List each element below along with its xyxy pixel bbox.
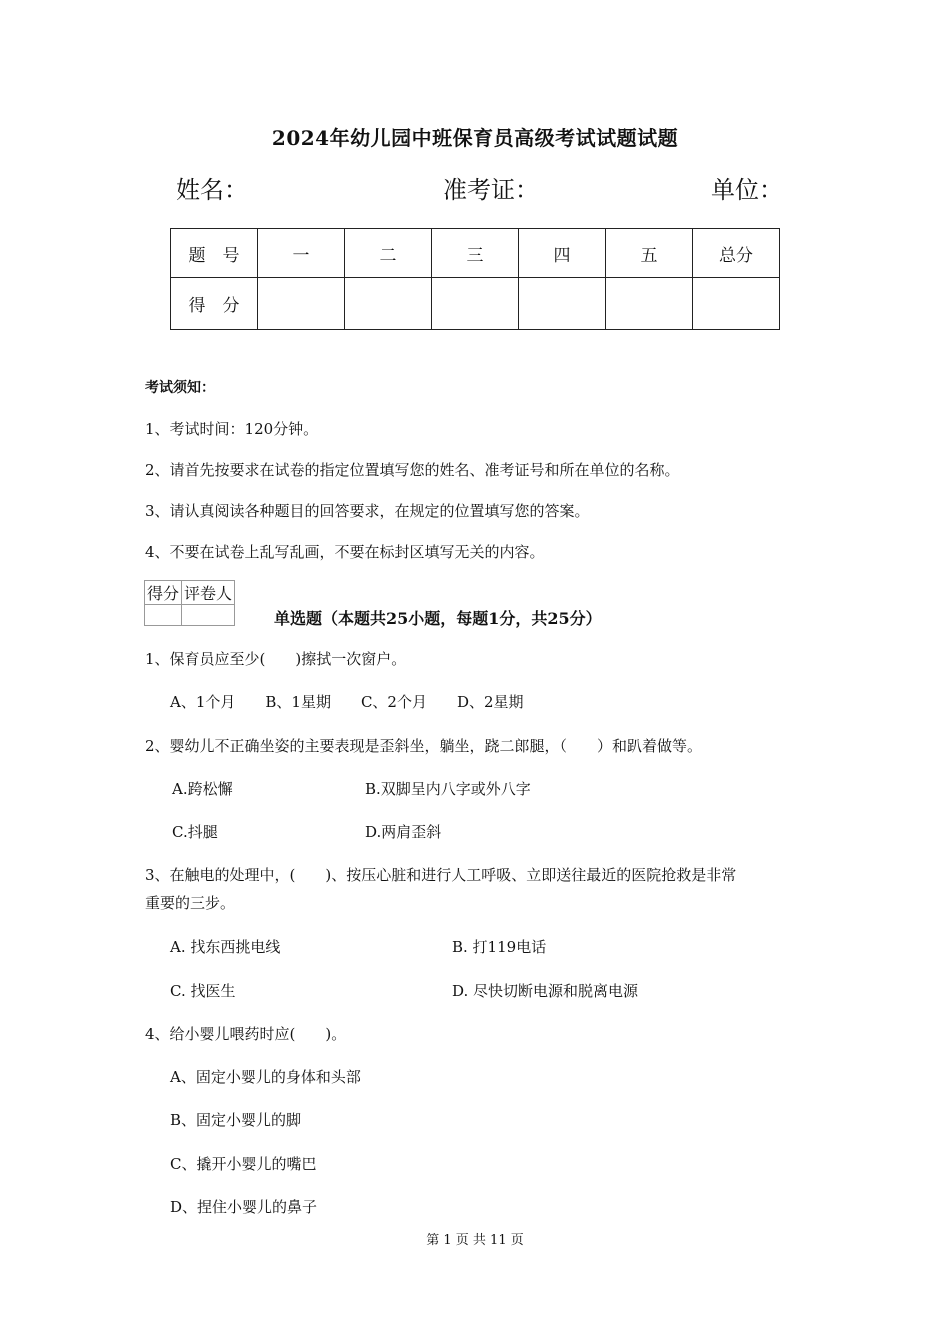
question-stem-continued: 重要的三步。 <box>145 894 236 912</box>
exam-id-field-label: 准考证： <box>443 176 539 204</box>
grader-score-cell[interactable] <box>145 605 182 626</box>
question-stem: 1、保育员应至少( )擦拭一次窗户。 <box>145 650 407 668</box>
exam-title: 2024年幼儿园中班保育员高级考试试题试题 <box>271 126 679 150</box>
score-entry-cell[interactable] <box>432 278 519 330</box>
option-b: B.双脚呈内八字或外八字 <box>365 780 531 798</box>
name-field-label: 姓名： <box>176 176 248 204</box>
option-c: C、撬开小婴儿的嘴巴 <box>170 1155 317 1173</box>
score-table-score-row <box>171 278 780 330</box>
score-table-cell: 题 号 <box>171 229 258 278</box>
question-stem: 2、婴幼儿不正确坐姿的主要表现是歪斜坐，躺坐，跷二郎腿，（ ）和趴着做等。 <box>145 737 703 755</box>
option-d: D、捏住小婴儿的鼻子 <box>170 1198 318 1216</box>
option-c: C. 找医生 <box>170 982 236 1000</box>
score-table-cell: 五 <box>606 229 693 278</box>
grader-name-label: 评卷人 <box>182 581 235 605</box>
option-b: B. 打119电话 <box>452 938 547 956</box>
option-d: D.两肩歪斜 <box>365 823 442 841</box>
score-entry-cell[interactable] <box>519 278 606 330</box>
option-a: A.跨松懈 <box>172 780 233 798</box>
notice-item: 3、请认真阅读各种题目的回答要求，在规定的位置填写您的答案。 <box>145 502 590 520</box>
score-table-cell: 二 <box>345 229 432 278</box>
option-b: B、固定小婴儿的脚 <box>170 1111 302 1129</box>
score-entry-cell[interactable] <box>345 278 432 330</box>
score-table-cell: 三 <box>432 229 519 278</box>
notice-item: 1、考试时间：120分钟。 <box>145 420 319 438</box>
score-table-cell: 一 <box>258 229 345 278</box>
question-stem: 4、给小婴儿喂药时应( )。 <box>145 1025 347 1043</box>
score-table <box>170 228 780 330</box>
page-footer: 第 1 页 共 11 页 <box>426 1233 524 1248</box>
grader-name-cell[interactable] <box>182 605 235 626</box>
section-title: 单选题（本题共25小题，每题1分，共25分） <box>274 609 602 628</box>
score-entry-cell[interactable] <box>606 278 693 330</box>
score-entry-cell[interactable] <box>258 278 345 330</box>
option-a: A、固定小婴儿的身体和头部 <box>170 1068 361 1086</box>
notice-item: 4、不要在试卷上乱写乱画，不要在标封区填写无关的内容。 <box>145 543 545 561</box>
score-table-cell: 四 <box>519 229 606 278</box>
unit-field-label: 单位： <box>711 176 783 204</box>
score-table-header-row <box>171 229 780 278</box>
score-table-cell: 总分 <box>693 229 780 278</box>
option-c: C.抖腿 <box>172 823 218 841</box>
question-options: A、1个月 B、1星期 C、2个月 D、2星期 <box>170 693 524 711</box>
notice-item: 2、请首先按要求在试卷的指定位置填写您的姓名、准考证号和所在单位的名称。 <box>145 461 680 479</box>
score-table-cell: 得 分 <box>171 278 258 330</box>
notice-heading: 考试须知： <box>145 380 215 396</box>
option-a: A. 找东西挑电线 <box>170 938 281 956</box>
grader-box <box>144 580 235 626</box>
question-stem: 3、在触电的处理中，( )、按压心脏和进行人工呼吸、立即送往最近的医院抢救是非常 <box>145 866 737 884</box>
option-d: D. 尽快切断电源和脱离电源 <box>452 982 639 1000</box>
grader-score-label: 得分 <box>145 581 182 605</box>
score-entry-cell[interactable] <box>693 278 780 330</box>
